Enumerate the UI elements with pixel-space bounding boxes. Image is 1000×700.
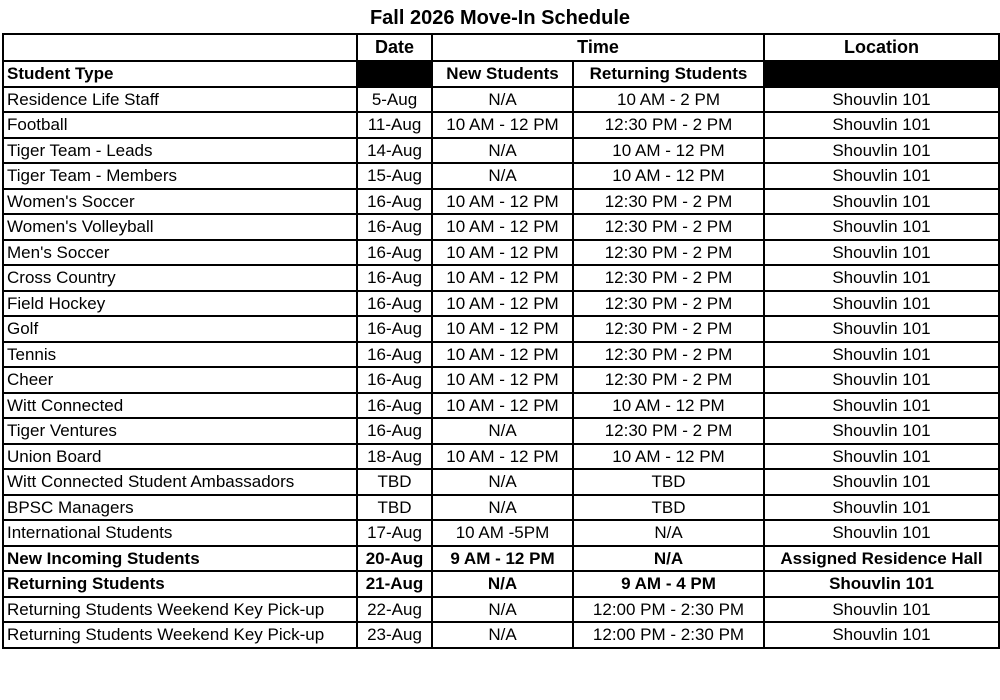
- new-students-time-cell: 10 AM - 12 PM: [432, 367, 573, 393]
- returning-students-time-cell: 10 AM - 12 PM: [573, 163, 764, 189]
- location-cell: Shouvlin 101: [764, 138, 999, 164]
- location-cell: Shouvlin 101: [764, 342, 999, 368]
- table-row: [3, 367, 999, 393]
- table-row: [3, 189, 999, 215]
- table-row: [3, 520, 999, 546]
- date-cell: 5-Aug: [357, 87, 432, 113]
- returning-students-time-cell: 12:30 PM - 2 PM: [573, 112, 764, 138]
- student-type-cell: Residence Life Staff: [3, 87, 357, 113]
- location-cell: Shouvlin 101: [764, 444, 999, 470]
- date-cell: 16-Aug: [357, 291, 432, 317]
- table-row: [3, 316, 999, 342]
- new-students-time-cell: 10 AM - 12 PM: [432, 393, 573, 419]
- location-cell: Shouvlin 101: [764, 316, 999, 342]
- date-cell: 21-Aug: [357, 571, 432, 597]
- new-students-time-cell: 10 AM - 12 PM: [432, 291, 573, 317]
- student-type-cell: Golf: [3, 316, 357, 342]
- table-row: [3, 393, 999, 419]
- returning-students-time-cell: 10 AM - 12 PM: [573, 138, 764, 164]
- new-students-time-cell: N/A: [432, 571, 573, 597]
- location-cell: Shouvlin 101: [764, 189, 999, 215]
- date-cell: 16-Aug: [357, 367, 432, 393]
- header-date: Date: [357, 34, 432, 61]
- table-row: [3, 214, 999, 240]
- date-cell: 11-Aug: [357, 112, 432, 138]
- new-students-time-cell: N/A: [432, 138, 573, 164]
- returning-students-time-cell: 9 AM - 4 PM: [573, 571, 764, 597]
- student-type-cell: Women's Volleyball: [3, 214, 357, 240]
- returning-students-time-cell: 12:30 PM - 2 PM: [573, 240, 764, 266]
- table-row: [3, 597, 999, 623]
- header-date-filler: [357, 61, 432, 87]
- location-cell: Shouvlin 101: [764, 214, 999, 240]
- returning-students-time-cell: 12:30 PM - 2 PM: [573, 367, 764, 393]
- location-cell: Assigned Residence Hall: [764, 546, 999, 572]
- new-students-time-cell: 10 AM - 12 PM: [432, 112, 573, 138]
- returning-students-time-cell: 12:30 PM - 2 PM: [573, 316, 764, 342]
- table-row: [3, 163, 999, 189]
- location-cell: Shouvlin 101: [764, 240, 999, 266]
- table-row: [3, 571, 999, 597]
- location-cell: Shouvlin 101: [764, 87, 999, 113]
- new-students-time-cell: 10 AM - 12 PM: [432, 240, 573, 266]
- student-type-cell: Women's Soccer: [3, 189, 357, 215]
- location-cell: Shouvlin 101: [764, 469, 999, 495]
- new-students-time-cell: 10 AM - 12 PM: [432, 265, 573, 291]
- student-type-cell: Witt Connected Student Ambassadors: [3, 469, 357, 495]
- new-students-time-cell: 9 AM - 12 PM: [432, 546, 573, 572]
- date-cell: 16-Aug: [357, 265, 432, 291]
- location-cell: Shouvlin 101: [764, 367, 999, 393]
- date-cell: 16-Aug: [357, 342, 432, 368]
- date-cell: 22-Aug: [357, 597, 432, 623]
- new-students-time-cell: N/A: [432, 87, 573, 113]
- new-students-time-cell: 10 AM - 12 PM: [432, 214, 573, 240]
- date-cell: 20-Aug: [357, 546, 432, 572]
- table-row: [3, 546, 999, 572]
- student-type-cell: BPSC Managers: [3, 495, 357, 521]
- returning-students-time-cell: 10 AM - 2 PM: [573, 87, 764, 113]
- student-type-cell: Football: [3, 112, 357, 138]
- student-type-cell: International Students: [3, 520, 357, 546]
- returning-students-time-cell: 12:30 PM - 2 PM: [573, 418, 764, 444]
- header-student-type: Student Type: [3, 61, 357, 87]
- student-type-cell: Field Hockey: [3, 291, 357, 317]
- location-cell: Shouvlin 101: [764, 622, 999, 648]
- date-cell: 18-Aug: [357, 444, 432, 470]
- new-students-time-cell: 10 AM - 12 PM: [432, 342, 573, 368]
- student-type-cell: Witt Connected: [3, 393, 357, 419]
- table-row: [3, 240, 999, 266]
- header-new-students: New Students: [432, 61, 573, 87]
- date-cell: 16-Aug: [357, 316, 432, 342]
- header-returning-students: Returning Students: [573, 61, 764, 87]
- student-type-cell: Returning Students: [3, 571, 357, 597]
- table-row: [3, 291, 999, 317]
- new-students-time-cell: N/A: [432, 597, 573, 623]
- student-type-cell: Tiger Ventures: [3, 418, 357, 444]
- new-students-time-cell: N/A: [432, 495, 573, 521]
- header-location: Location: [764, 34, 999, 61]
- student-type-cell: Union Board: [3, 444, 357, 470]
- returning-students-time-cell: N/A: [573, 520, 764, 546]
- location-cell: Shouvlin 101: [764, 291, 999, 317]
- page-title: Fall 2026 Move-In Schedule: [369, 7, 631, 29]
- new-students-time-cell: N/A: [432, 418, 573, 444]
- table-row: [3, 138, 999, 164]
- student-type-cell: Men's Soccer: [3, 240, 357, 266]
- returning-students-time-cell: 10 AM - 12 PM: [573, 393, 764, 419]
- table-row: [3, 469, 999, 495]
- student-type-cell: Cross Country: [3, 265, 357, 291]
- new-students-time-cell: 10 AM - 12 PM: [432, 189, 573, 215]
- date-cell: 23-Aug: [357, 622, 432, 648]
- date-cell: TBD: [357, 469, 432, 495]
- student-type-cell: Cheer: [3, 367, 357, 393]
- student-type-cell: Tennis: [3, 342, 357, 368]
- header-time: Time: [432, 34, 764, 61]
- new-students-time-cell: 10 AM - 12 PM: [432, 444, 573, 470]
- location-cell: Shouvlin 101: [764, 571, 999, 597]
- returning-students-time-cell: N/A: [573, 546, 764, 572]
- table-row: [3, 265, 999, 291]
- student-type-cell: New Incoming Students: [3, 546, 357, 572]
- new-students-time-cell: 10 AM -5PM: [432, 520, 573, 546]
- location-cell: Shouvlin 101: [764, 393, 999, 419]
- returning-students-time-cell: 12:30 PM - 2 PM: [573, 214, 764, 240]
- returning-students-time-cell: TBD: [573, 469, 764, 495]
- returning-students-time-cell: 12:30 PM - 2 PM: [573, 265, 764, 291]
- student-type-cell: Returning Students Weekend Key Pick-up: [3, 622, 357, 648]
- date-cell: 16-Aug: [357, 418, 432, 444]
- new-students-time-cell: N/A: [432, 163, 573, 189]
- schedule-table: [2, 33, 1000, 649]
- date-cell: 14-Aug: [357, 138, 432, 164]
- returning-students-time-cell: 12:30 PM - 2 PM: [573, 342, 764, 368]
- date-cell: 16-Aug: [357, 189, 432, 215]
- returning-students-time-cell: 10 AM - 12 PM: [573, 444, 764, 470]
- table-row: [3, 87, 999, 113]
- returning-students-time-cell: TBD: [573, 495, 764, 521]
- student-type-cell: Tiger Team - Members: [3, 163, 357, 189]
- new-students-time-cell: 10 AM - 12 PM: [432, 316, 573, 342]
- header-row: [3, 34, 999, 61]
- table-row: [3, 418, 999, 444]
- date-cell: 17-Aug: [357, 520, 432, 546]
- student-type-cell: Tiger Team - Leads: [3, 138, 357, 164]
- header-location-filler: [764, 61, 999, 87]
- subheader-row: [3, 61, 999, 87]
- location-cell: Shouvlin 101: [764, 495, 999, 521]
- location-cell: Shouvlin 101: [764, 112, 999, 138]
- table-row: [3, 342, 999, 368]
- returning-students-time-cell: 12:00 PM - 2:30 PM: [573, 597, 764, 623]
- returning-students-time-cell: 12:30 PM - 2 PM: [573, 189, 764, 215]
- date-cell: 16-Aug: [357, 240, 432, 266]
- location-cell: Shouvlin 101: [764, 418, 999, 444]
- location-cell: Shouvlin 101: [764, 265, 999, 291]
- table-row: [3, 444, 999, 470]
- new-students-time-cell: N/A: [432, 469, 573, 495]
- header-blank-cell: [3, 34, 357, 61]
- date-cell: 16-Aug: [357, 214, 432, 240]
- location-cell: Shouvlin 101: [764, 163, 999, 189]
- table-row: [3, 622, 999, 648]
- location-cell: Shouvlin 101: [764, 597, 999, 623]
- location-cell: Shouvlin 101: [764, 520, 999, 546]
- returning-students-time-cell: 12:00 PM - 2:30 PM: [573, 622, 764, 648]
- table-row: [3, 495, 999, 521]
- date-cell: 16-Aug: [357, 393, 432, 419]
- date-cell: TBD: [357, 495, 432, 521]
- table-row: [3, 112, 999, 138]
- date-cell: 15-Aug: [357, 163, 432, 189]
- new-students-time-cell: N/A: [432, 622, 573, 648]
- returning-students-time-cell: 12:30 PM - 2 PM: [573, 291, 764, 317]
- student-type-cell: Returning Students Weekend Key Pick-up: [3, 597, 357, 623]
